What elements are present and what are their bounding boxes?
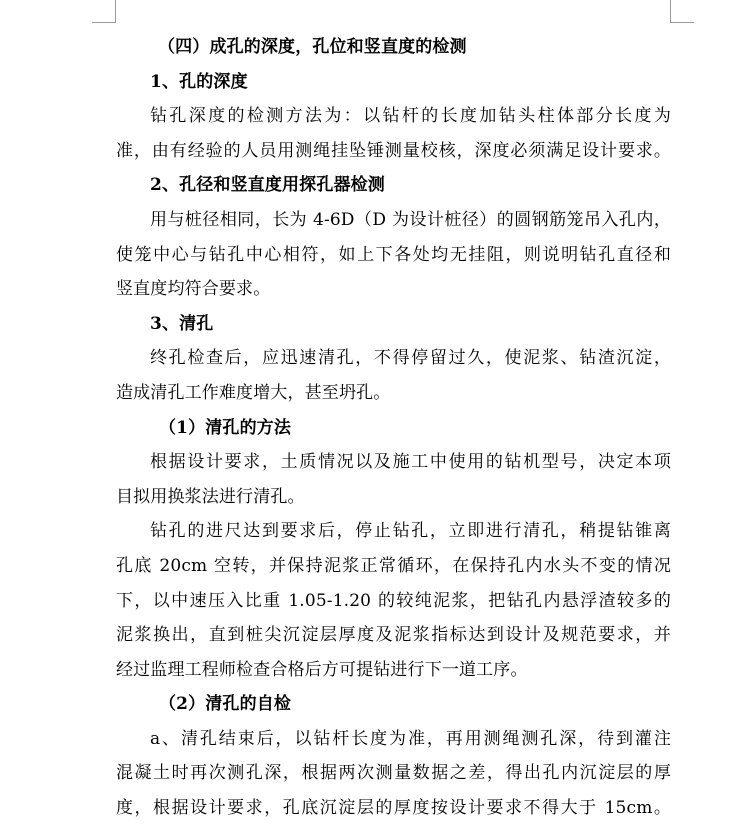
- paragraph-line: 准，由有经验的人员用测绳挂坠锤测量校核，深度必须满足设计要求。: [116, 140, 671, 161]
- paragraph-line: 终孔检查后，应迅速清孔，不得停留过久，使泥浆、钻渣沉淀，: [150, 348, 671, 369]
- heading-section-4: （四）成孔的深度，孔位和竖直度的检测: [158, 37, 467, 57]
- crop-mark-right-horizontal: [670, 22, 694, 23]
- paragraph-line: 下，以中速压入比重 1.05-1.20 的较纯泥浆，把钻孔内悬浮渣较多的: [116, 590, 671, 611]
- paragraph-line: 用与桩径相同，长为 4-6D（D 为设计桩径）的圆钢筋笼吊入孔内，: [150, 209, 671, 230]
- paragraph-line: 竖直度均符合要求。: [116, 279, 271, 300]
- crop-mark-left-vertical: [115, 0, 116, 22]
- heading-hole-diameter: 2、孔径和竖直度用探孔器检测: [150, 175, 385, 196]
- paragraph-line: 钻孔深度的检测方法为：以钻杆的长度加钻头柱体部分长度为: [150, 106, 671, 127]
- paragraph-line: 度，根据设计要求，孔底沉淀层的厚度按设计要求不得大于 15cm。: [116, 798, 671, 819]
- paragraph-line: 目拟用换浆法进行清孔。: [116, 486, 305, 507]
- heading-hole-depth: 1、孔的深度: [150, 71, 248, 92]
- paragraph-line: 经过监理工程师检查合格后方可提钻进行下一道工序。: [116, 659, 528, 680]
- paragraph-line: 使笼中心与钻孔中心相符，如上下各处均无挂阻，则说明钻孔直径和: [116, 244, 671, 265]
- crop-mark-left-horizontal: [92, 22, 116, 23]
- paragraph-line: 造成清孔工作难度增大，甚至坍孔。: [116, 382, 391, 403]
- paragraph-line: 钻孔的进尺达到要求后，停止钻孔，立即进行清孔，稍提钻锥离: [150, 521, 671, 542]
- paragraph-line: 混凝土时再次测孔深，根据两次测量数据之差，得出孔内沉淀层的厚: [116, 763, 671, 784]
- document-body[interactable]: [116, 30, 671, 826]
- paragraph-line: 根据设计要求，土质情况以及施工中使用的钻机型号，决定本项: [150, 452, 671, 473]
- heading-cleaning-selfcheck: （2）清孔的自检: [159, 694, 292, 715]
- paragraph-line: 泥浆换出，直到桩尖沉淀层厚度及泥浆指标达到设计及规范要求，并: [116, 625, 671, 646]
- paragraph-line: 孔底 20cm 空转，并保持泥浆正常循环，在保持孔内水头不变的情况: [116, 555, 671, 576]
- heading-cleaning-method: （1）清孔的方法: [159, 417, 292, 438]
- heading-hole-cleaning: 3、清孔: [150, 313, 214, 334]
- paragraph-line: a、清孔结束后，以钻杆长度为准，再用测绳测孔深，待到灌注: [150, 728, 671, 749]
- crop-mark-right-vertical: [670, 0, 671, 22]
